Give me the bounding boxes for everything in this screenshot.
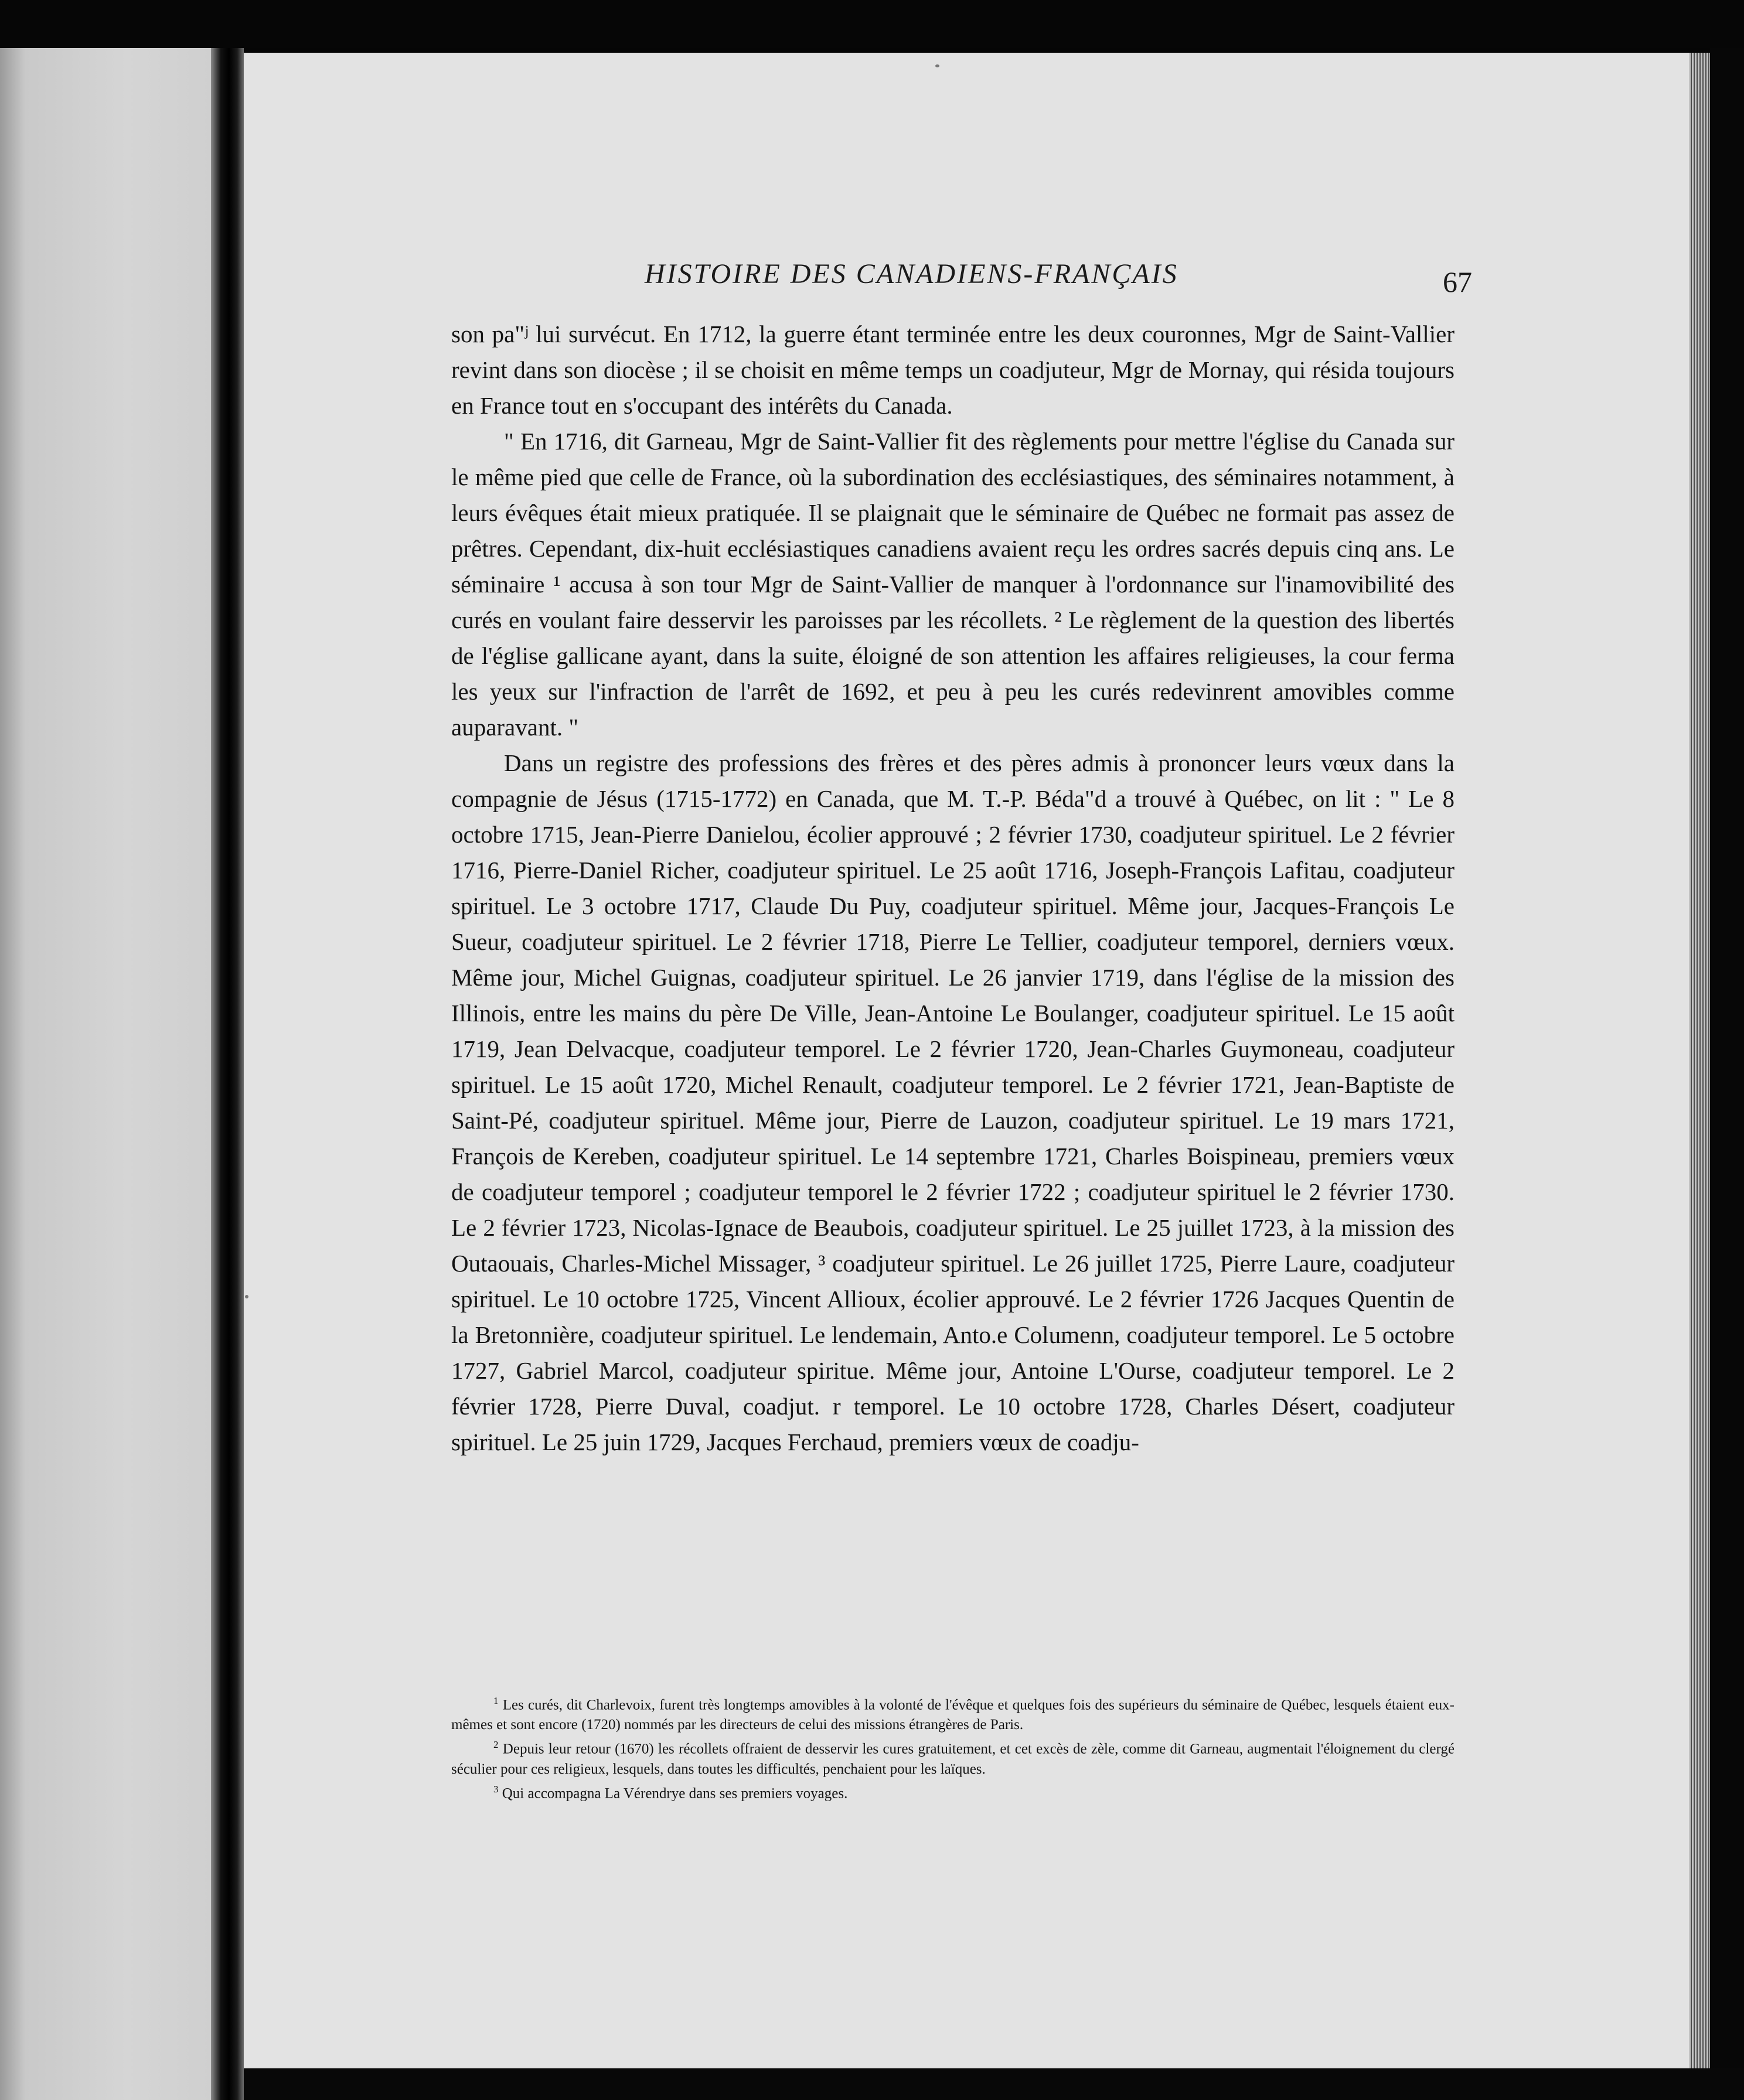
footnote-text: Qui accompagna La Vérendrye dans ses premiers voyages.	[502, 1785, 848, 1801]
footnote	[451, 1735, 1455, 1779]
footnote-mark: 1	[493, 1695, 499, 1706]
footnote	[451, 1779, 1455, 1804]
page-number: 67	[1443, 265, 1472, 298]
footnote-text: Les curés, dit Charlevoix, furent très longtemps amovibles à la volonté de l'évêque et quelques fois des supérieurs du séminaire de Québec, lesquels étaient eux-mêmes et sont encore (1720) nommés par les directeurs de celui des missions étrangères de Paris.	[451, 1697, 1455, 1733]
scan-border-right	[1710, 48, 1744, 2100]
footnote-mark: 2	[493, 1739, 499, 1751]
paragraph-quote-garneau: " En 1716, dit Garneau, Mgr de Saint-Vallier fit des règlements pour mettre l'église du Canada sur le même pied que celle de France, où la subordination des ecclésiastiques, des séminaires notamment, à leurs évêques était mieux pratiquée. Il se plaignait que le séminaire de Québec ne formait pas assez de prêtres. Cependant, dix-huit ecclésiastiques canadiens avaient reçu les ordres sacrés depuis cinq ans. Le séminaire ¹ accusa à son tour Mgr de Saint-Vallier de manquer à l'ordonnance sur l'inamovibilité des curés en voulant faire desservir les paroisses par les récollets. ² Le règlement de la question des libertés de l'église gallicane ayant, dans la suite, éloigné de son attention les affaires religieuses, la cour ferma les yeux sur l'infraction de l'arrêt de 1692, et peu à peu les curés redevinrent amovibles comme auparavant. "	[451, 428, 1455, 741]
book-gutter	[211, 48, 244, 2100]
footnote-text: Depuis leur retour (1670) les récollets offraient de desservir les cures gratuitement, et cet excès de zèle, comme dit Garneau, augmentait l'éloignement du clergé séculier pour ces religieux, lesquels, dans toutes les difficultés, penchaient pour les laïques.	[451, 1741, 1455, 1777]
scan-speck	[935, 64, 939, 67]
running-head: HISTOIRE DES CANADIENS-FRANÇAIS	[645, 258, 1178, 289]
scan-border-top	[0, 0, 1744, 48]
body-text	[451, 316, 1455, 1460]
paragraph-registre: Dans un registre des professions des frères et des pères admis à prononcer leurs vœux dans la compagnie de Jésus (1715-1772) en Canada, que M. T.-P. Béda"d a trouvé à Québec, on lit : " Le 8 octobre 1715, Jean-Pierre Danielou, écolier approuvé ; 2 février 1730, coadjuteur spirituel. Le 2 février 1716, Pierre-Daniel Richer, coadjuteur spirituel. Le 25 août 1716, Joseph-François Lafitau, coadjuteur spirituel. Le 3 octobre 1717, Claude Du Puy, coadjuteur spirituel. Même jour, Jacques-François Le Sueur, coadjuteur spirituel. Le 2 février 1718, Pierre Le Tellier, coadjuteur temporel, derniers vœux. Même jour, Michel Guignas, coadjuteur spirituel. Le 26 janvier 1719, dans l'église de la mission des Illinois, entre les mains du père De Ville, Jean-Antoine Le Boulanger, coadjuteur spirituel. Le 15 août 1719, Jean Delvacque, coadjuteur temporel. Le 2 février 1720, Jean-Charles Guymoneau, coadjuteur spirituel. Le 15 août 1720, Michel Renault, coadjuteur temporel. Le 2 février 1721, Jean-Baptiste de Saint-Pé, coadjuteur spirituel. Même jour, Pierre de Lauzon, coadjuteur spirituel. Le 19 mars 1721, François de Kereben, coadjuteur spirituel. Le 14 septembre 1721, Charles Boispineau, premiers vœux de coadjuteur temporel ; coadjuteur temporel le 2 février 1722 ; coadjuteur spirituel le 2 février 1730. Le 2 février 1723, Nicolas-Ignace de Beaubois, coadjuteur spirituel. Le 25 juillet 1723, à la mission des Outaouais, Charles-Michel Missager, ³ coadjuteur spirituel. Le 26 juillet 1725, Pierre Laure, coadjuteur spirituel. Le 10 octobre 1725, Vincent Allioux, écolier approuvé. Le 2 février 1726 Jacques Quentin de la Bretonnière, coadjuteur spirituel. Le lendemain, Anto.e Columenn, coadjuteur temporel. Le 5 octobre 1727, Gabriel Marcol, coadjuteur spiritue. Même jour, Antoine L'Ourse, coadjuteur temporel. Le 2 février 1728, Pierre Duval, coadjut. r temporel. Le 10 octobre 1728, Charles Désert, coadjuteur spirituel. Le 25 juin 1729, Jacques Ferchaud, premiers vœux de coadju-	[451, 749, 1455, 1455]
facing-page-left	[0, 48, 211, 2100]
scan-speck	[245, 1295, 248, 1298]
scan-border-bottom	[244, 2068, 1744, 2100]
paragraph: son pa"ʲ lui survécut. En 1712, la guerre étant terminée entre les deux couronnes, Mgr de Saint-Vallier revint dans son diocèse ; il se choisit en même temps un coadjuteur, Mgr de Mornay, qui résida toujours en France tout en s'occupant des intérêts du Canada.	[451, 321, 1455, 419]
footnotes	[451, 1691, 1455, 1804]
footnote	[451, 1691, 1455, 1735]
footnote-mark: 3	[493, 1783, 499, 1795]
page-edge-stack	[1689, 53, 1710, 2068]
